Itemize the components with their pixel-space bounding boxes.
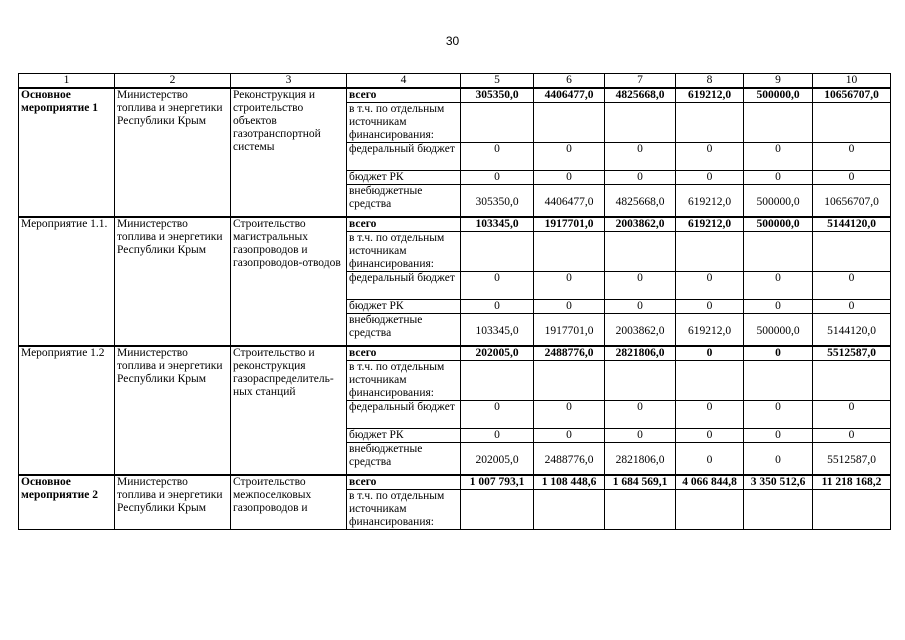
value-cell: 2488776,0 bbox=[534, 346, 605, 361]
value-cell: 3 350 512,6 bbox=[744, 475, 813, 490]
value-cell: 202005,0 bbox=[461, 346, 534, 361]
row-label: всего bbox=[347, 475, 461, 490]
empty-cell bbox=[676, 490, 744, 530]
empty-cell bbox=[605, 361, 676, 401]
value-cell: 1 108 448,6 bbox=[534, 475, 605, 490]
header-cell: 10 bbox=[813, 74, 891, 89]
value-cell: 0 bbox=[461, 401, 534, 429]
value-cell: 0 bbox=[534, 171, 605, 185]
activity-name: Основное мероприятие 1 bbox=[19, 88, 115, 217]
value-cell: 0 bbox=[676, 401, 744, 429]
activity-description: Строительство магистральных газопроводов и газопроводов-отводов bbox=[231, 217, 347, 346]
value-cell: 0 bbox=[605, 272, 676, 300]
empty-cell bbox=[534, 103, 605, 143]
value-cell: 1 684 569,1 bbox=[605, 475, 676, 490]
value-cell: 0 bbox=[676, 143, 744, 171]
executor: Министерство топлива и энергетики Республики Крым bbox=[115, 346, 231, 475]
empty-cell bbox=[813, 232, 891, 272]
value-cell: 1 007 793,1 bbox=[461, 475, 534, 490]
activity-description: Строительство и реконструкция газораспределитель-ных станций bbox=[231, 346, 347, 475]
value-cell: 500000,0 bbox=[744, 185, 813, 218]
value-cell: 0 bbox=[676, 429, 744, 443]
value-cell: 0 bbox=[813, 171, 891, 185]
value-cell: 11 218 168,2 bbox=[813, 475, 891, 490]
row-label: бюджет РК bbox=[347, 171, 461, 185]
row-label: всего bbox=[347, 217, 461, 232]
empty-cell bbox=[676, 361, 744, 401]
row-label: федеральный бюджет bbox=[347, 143, 461, 171]
value-cell: 5512587,0 bbox=[813, 443, 891, 476]
header-cell: 1 bbox=[19, 74, 115, 89]
value-cell: 5512587,0 bbox=[813, 346, 891, 361]
value-cell: 4406477,0 bbox=[534, 185, 605, 218]
value-cell: 4825668,0 bbox=[605, 185, 676, 218]
header-cell: 5 bbox=[461, 74, 534, 89]
value-cell: 103345,0 bbox=[461, 314, 534, 347]
value-cell: 2821806,0 bbox=[605, 346, 676, 361]
activity-description: Строительство межпоселковых газопроводов и bbox=[231, 475, 347, 530]
value-cell: 1917701,0 bbox=[534, 217, 605, 232]
row-label: внебюджетные средства bbox=[347, 185, 461, 218]
empty-cell bbox=[744, 103, 813, 143]
funding-table bbox=[18, 73, 891, 530]
empty-cell bbox=[813, 490, 891, 530]
value-cell: 0 bbox=[676, 272, 744, 300]
row-label: бюджет РК bbox=[347, 429, 461, 443]
value-cell: 619212,0 bbox=[676, 88, 744, 103]
empty-cell bbox=[534, 361, 605, 401]
value-cell: 0 bbox=[676, 346, 744, 361]
value-cell: 619212,0 bbox=[676, 217, 744, 232]
value-cell: 0 bbox=[813, 272, 891, 300]
value-cell: 0 bbox=[813, 401, 891, 429]
table-body bbox=[19, 74, 891, 530]
executor: Министерство топлива и энергетики Республики Крым bbox=[115, 88, 231, 217]
empty-cell bbox=[744, 232, 813, 272]
value-cell: 305350,0 bbox=[461, 88, 534, 103]
value-cell: 619212,0 bbox=[676, 314, 744, 347]
empty-cell bbox=[813, 103, 891, 143]
value-cell: 500000,0 bbox=[744, 88, 813, 103]
value-cell: 2003862,0 bbox=[605, 314, 676, 347]
header-cell: 8 bbox=[676, 74, 744, 89]
empty-cell bbox=[605, 103, 676, 143]
empty-cell bbox=[676, 103, 744, 143]
row-label: внебюджетные средства bbox=[347, 314, 461, 347]
empty-cell bbox=[461, 490, 534, 530]
header-row bbox=[19, 74, 891, 89]
value-cell: 0 bbox=[744, 429, 813, 443]
value-cell: 0 bbox=[461, 272, 534, 300]
activity-name: Мероприятие 1.1. bbox=[19, 217, 115, 346]
value-cell: 0 bbox=[813, 143, 891, 171]
activity-name: Основное мероприятие 2 bbox=[19, 475, 115, 530]
value-cell: 0 bbox=[605, 429, 676, 443]
total-row bbox=[19, 346, 891, 361]
value-cell: 0 bbox=[676, 300, 744, 314]
value-cell: 4 066 844,8 bbox=[676, 475, 744, 490]
row-label: всего bbox=[347, 88, 461, 103]
value-cell: 619212,0 bbox=[676, 185, 744, 218]
value-cell: 0 bbox=[461, 300, 534, 314]
value-cell: 500000,0 bbox=[744, 314, 813, 347]
value-cell: 0 bbox=[534, 401, 605, 429]
row-label: федеральный бюджет bbox=[347, 401, 461, 429]
value-cell: 2821806,0 bbox=[605, 443, 676, 476]
total-row bbox=[19, 475, 891, 490]
executor: Министерство топлива и энергетики Республики Крым bbox=[115, 217, 231, 346]
row-label: всего bbox=[347, 346, 461, 361]
value-cell: 0 bbox=[461, 171, 534, 185]
row-label: в т.ч. по отдельным источникам финансирования: bbox=[347, 103, 461, 143]
row-label: в т.ч. по отдельным источникам финансирования: bbox=[347, 490, 461, 530]
header-cell: 3 bbox=[231, 74, 347, 89]
empty-cell bbox=[534, 490, 605, 530]
value-cell: 0 bbox=[744, 401, 813, 429]
value-cell: 202005,0 bbox=[461, 443, 534, 476]
executor: Министерство топлива и энергетики Республики Крым bbox=[115, 475, 231, 530]
value-cell: 0 bbox=[744, 143, 813, 171]
value-cell: 1917701,0 bbox=[534, 314, 605, 347]
value-cell: 0 bbox=[813, 429, 891, 443]
value-cell: 103345,0 bbox=[461, 217, 534, 232]
value-cell: 0 bbox=[744, 300, 813, 314]
value-cell: 0 bbox=[534, 429, 605, 443]
value-cell: 305350,0 bbox=[461, 185, 534, 218]
header-cell: 2 bbox=[115, 74, 231, 89]
row-label: в т.ч. по отдельным источникам финансирования: bbox=[347, 361, 461, 401]
row-label: внебюджетные средства bbox=[347, 443, 461, 476]
empty-cell bbox=[813, 361, 891, 401]
value-cell: 0 bbox=[744, 171, 813, 185]
value-cell: 0 bbox=[461, 143, 534, 171]
value-cell: 0 bbox=[605, 401, 676, 429]
value-cell: 0 bbox=[744, 346, 813, 361]
value-cell: 2488776,0 bbox=[534, 443, 605, 476]
empty-cell bbox=[461, 103, 534, 143]
value-cell: 0 bbox=[744, 443, 813, 476]
value-cell: 0 bbox=[605, 171, 676, 185]
activity-name: Мероприятие 1.2 bbox=[19, 346, 115, 475]
value-cell: 4406477,0 bbox=[534, 88, 605, 103]
value-cell: 0 bbox=[534, 300, 605, 314]
value-cell: 2003862,0 bbox=[605, 217, 676, 232]
value-cell: 0 bbox=[676, 443, 744, 476]
value-cell: 5144120,0 bbox=[813, 314, 891, 347]
empty-cell bbox=[534, 232, 605, 272]
value-cell: 10656707,0 bbox=[813, 185, 891, 218]
header-cell: 6 bbox=[534, 74, 605, 89]
empty-cell bbox=[461, 232, 534, 272]
empty-cell bbox=[605, 232, 676, 272]
header-cell: 4 bbox=[347, 74, 461, 89]
row-label: федеральный бюджет bbox=[347, 272, 461, 300]
value-cell: 10656707,0 bbox=[813, 88, 891, 103]
empty-cell bbox=[605, 490, 676, 530]
header-cell: 7 bbox=[605, 74, 676, 89]
value-cell: 0 bbox=[461, 429, 534, 443]
value-cell: 0 bbox=[605, 300, 676, 314]
value-cell: 5144120,0 bbox=[813, 217, 891, 232]
activity-description: Реконструкция и строительство объектов газотранспортной системы bbox=[231, 88, 347, 217]
empty-cell bbox=[744, 490, 813, 530]
row-label: бюджет РК bbox=[347, 300, 461, 314]
total-row bbox=[19, 88, 891, 103]
empty-cell bbox=[461, 361, 534, 401]
value-cell: 500000,0 bbox=[744, 217, 813, 232]
row-label: в т.ч. по отдельным источникам финансирования: bbox=[347, 232, 461, 272]
value-cell: 0 bbox=[605, 143, 676, 171]
total-row bbox=[19, 217, 891, 232]
value-cell: 4825668,0 bbox=[605, 88, 676, 103]
value-cell: 0 bbox=[676, 171, 744, 185]
value-cell: 0 bbox=[813, 300, 891, 314]
empty-cell bbox=[676, 232, 744, 272]
value-cell: 0 bbox=[744, 272, 813, 300]
value-cell: 0 bbox=[534, 272, 605, 300]
value-cell: 0 bbox=[534, 143, 605, 171]
empty-cell bbox=[744, 361, 813, 401]
page-number: 30 bbox=[445, 34, 460, 48]
header-cell: 9 bbox=[744, 74, 813, 89]
